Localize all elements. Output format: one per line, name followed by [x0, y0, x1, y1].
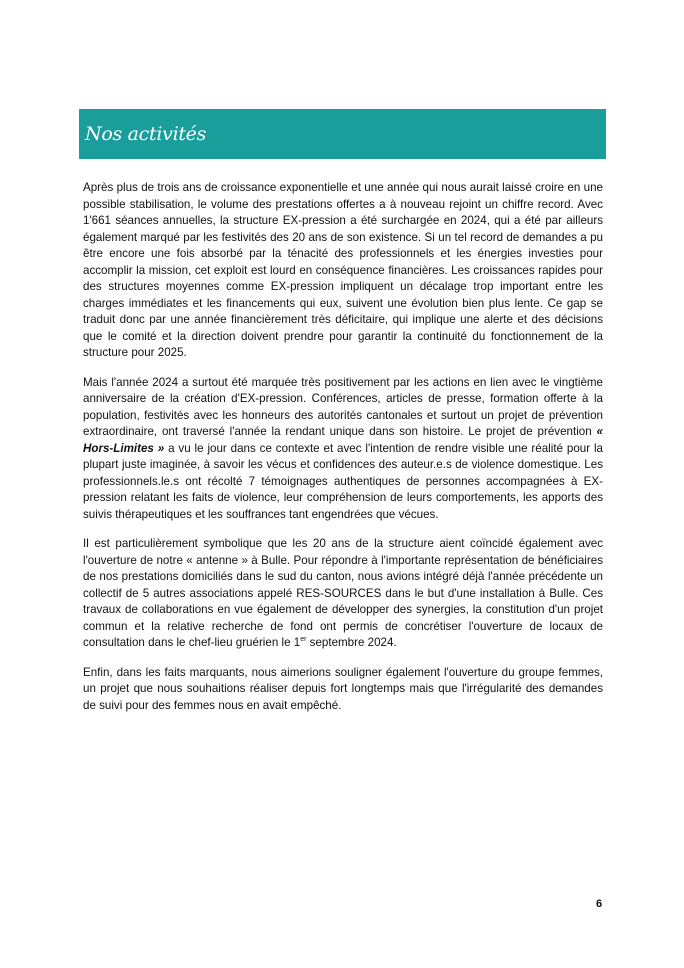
project-name-highlight: « Hors-Limites » [83, 425, 603, 455]
ordinal-superscript: er [300, 636, 307, 644]
paragraph-4: Enfin, dans les faits marquants, nous aimerions souligner également l'ouverture du groupe femmes, un projet que nous souhaitions réaliser depuis fort longtemps mais que l'irrégularité des demandes de suivi pour des femmes nous en avait empêché. [83, 665, 603, 712]
body-text [83, 180, 603, 727]
section-title: Nos activités [85, 123, 207, 145]
paragraph-3-text-b: septembre 2024. [306, 636, 397, 649]
paragraph-3 [83, 536, 603, 652]
paragraph-1: Après plus de trois ans de croissance exponentielle et une année qui nous aurait laissé croire en une possible stabilisation, le volume des prestations offertes a à nouveau rejoint un chiffre record. Avec 1'661 séances annuelles, la structure EX-pression a été surchargée en 2024, qui a été par ailleurs également marqué par les festivités des 20 ans de son existence. Si un tel record de demandes a pu être encore une fois absorbé par la ténacité des professionnels et les énergies investies pour accomplir la mission, cet exploit est lourd en conséquence financières. Les croissances rapides pour des structures moyennes comme EX-pression impliquent un décalage trop important entre les charges immédiates et les financements qui eux, suivent une évolution bien plus lente. Ce gap se traduit donc par une année financièrement très déficitaire, qui implique une alerte et des décisions que le comité et la direction doivent prendre pour garantir la continuité du fonctionnement de la structure pour 2025. [83, 181, 603, 359]
section-banner [79, 109, 606, 159]
page-number: 6 [596, 898, 603, 910]
paragraph-2-text-a: Mais l'année 2024 a surtout été marquée très positivement par les actions en lien avec le vingtième anniversaire de la création d'EX-pression. Conférences, articles de presse, formation offerte à la population, festivités avec les honneurs des autorités cantonales et surtout un projet de prévention extraordinaire, ont traversé l'année la rendant unique dans son histoire. Le projet de prévention [83, 375, 603, 438]
paragraph-2-text-b: a vu le jour dans ce contexte et avec l'intention de rendre visible une réalité pour la plupart juste imaginée, à savoir les vécus et confidences des auteur.e.s de violence domestique. Les professionnels.le.s ont récolté 7 témoignages authentiques de personnes accompagnées à EX-pression relatant les faits de violence, leur compréhension de leurs comportements, les apports des suivis thérapeutiques et les souffrances tant engendrées que vécues. [83, 441, 603, 521]
paragraph-2 [83, 375, 603, 524]
paragraph-3-text-a: Il est particulièrement symbolique que les 20 ans de la structure aient coïncidé également avec l'ouverture de notre « antenne » à Bulle. Pour répondre à l'importante représentation de bénéficiaires de nos prestations domiciliés dans le sud du canton, nous avions intégré déjà l'année précédente un collectif de 5 autres associations appelé RES-SOURCES dans le but d'une installation à Bulle. Ces travaux de collaborations en vue également de développer des synergies, la constitution d'un projet commun et la relative recherche de fond ont permis de concrétiser l'ouverture de locaux de consultation dans le chef-lieu gruérien le 1 [83, 537, 603, 649]
